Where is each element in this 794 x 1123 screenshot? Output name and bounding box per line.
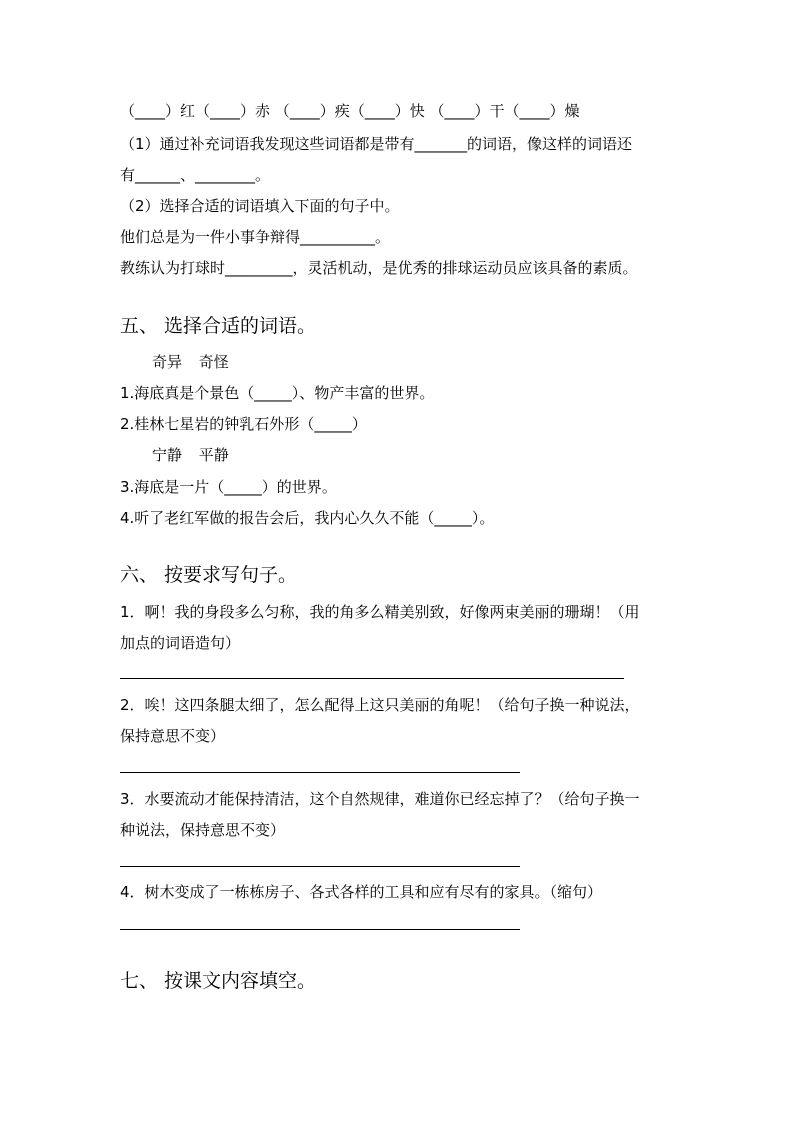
section-6-heading: 六、 按要求写句子。 [120, 564, 298, 586]
answer-line-3[interactable] [120, 866, 520, 867]
word-fill-line: （____）红（____）赤 （____）疾（____）快 （____）干（____）燥 [120, 102, 580, 120]
sec4-question-1-line-1: （1）通过补充词语我发现这些词语都是带有_______的词语，像这样的词语还 [120, 135, 633, 153]
sec5-question-2: 2.桂林七星岩的钟乳石外形（_____） [120, 415, 367, 433]
sec6-question-1-line-2: 加点的词语造句） [120, 634, 241, 652]
word-choice-group-2: 宁静 平静 [152, 446, 229, 464]
answer-line-1[interactable] [120, 678, 624, 679]
sec5-question-3: 3.海底是一片（_____）的世界。 [120, 478, 337, 496]
sec6-question-3-line-1: 3．水要流动才能保持清洁，这个自然规律，难道你已经忘掉了？（给句子换一 [120, 790, 640, 808]
sec5-question-4: 4.听了老红军做的报告会后，我内心久久不能（_____）。 [120, 509, 495, 527]
sec6-question-3-line-2: 种说法，保持意思不变） [120, 821, 286, 839]
sec5-question-1: 1.海底真是个景色（_____）、物产丰富的世界。 [120, 384, 435, 402]
section-7-heading: 七、 按课文内容填空。 [120, 970, 317, 992]
answer-line-4[interactable] [120, 929, 520, 930]
sec4-sentence-2: 教练认为打球时_________，灵活机动，是优秀的排球运动员应该具备的素质。 [120, 259, 638, 277]
section-5-heading: 五、 选择合适的词语。 [120, 315, 317, 337]
answer-line-2[interactable] [120, 772, 520, 773]
sec4-question-1-line-2: 有______、________。 [120, 166, 271, 184]
sec6-question-2-line-2: 保持意思不变） [120, 727, 226, 745]
word-choice-group-1: 奇异 奇怪 [152, 353, 229, 371]
sec6-question-4-line-1: 4．树木变成了一栋栋房子、各式各样的工具和应有尽有的家具。（缩句） [120, 883, 603, 901]
sec4-sentence-1: 他们总是为一件小事争辩得__________。 [120, 228, 391, 246]
sec6-question-1-line-1: 1．啊！我的身段多么匀称，我的角多么精美别致，好像两束美丽的珊瑚！（用 [120, 603, 640, 621]
sec6-question-2-line-1: 2．唉！这四条腿太细了，怎么配得上这只美丽的角呢！（给句子换一种说法， [120, 696, 640, 714]
sec4-question-2: （2）选择合适的词语填入下面的句子中。 [120, 197, 400, 215]
